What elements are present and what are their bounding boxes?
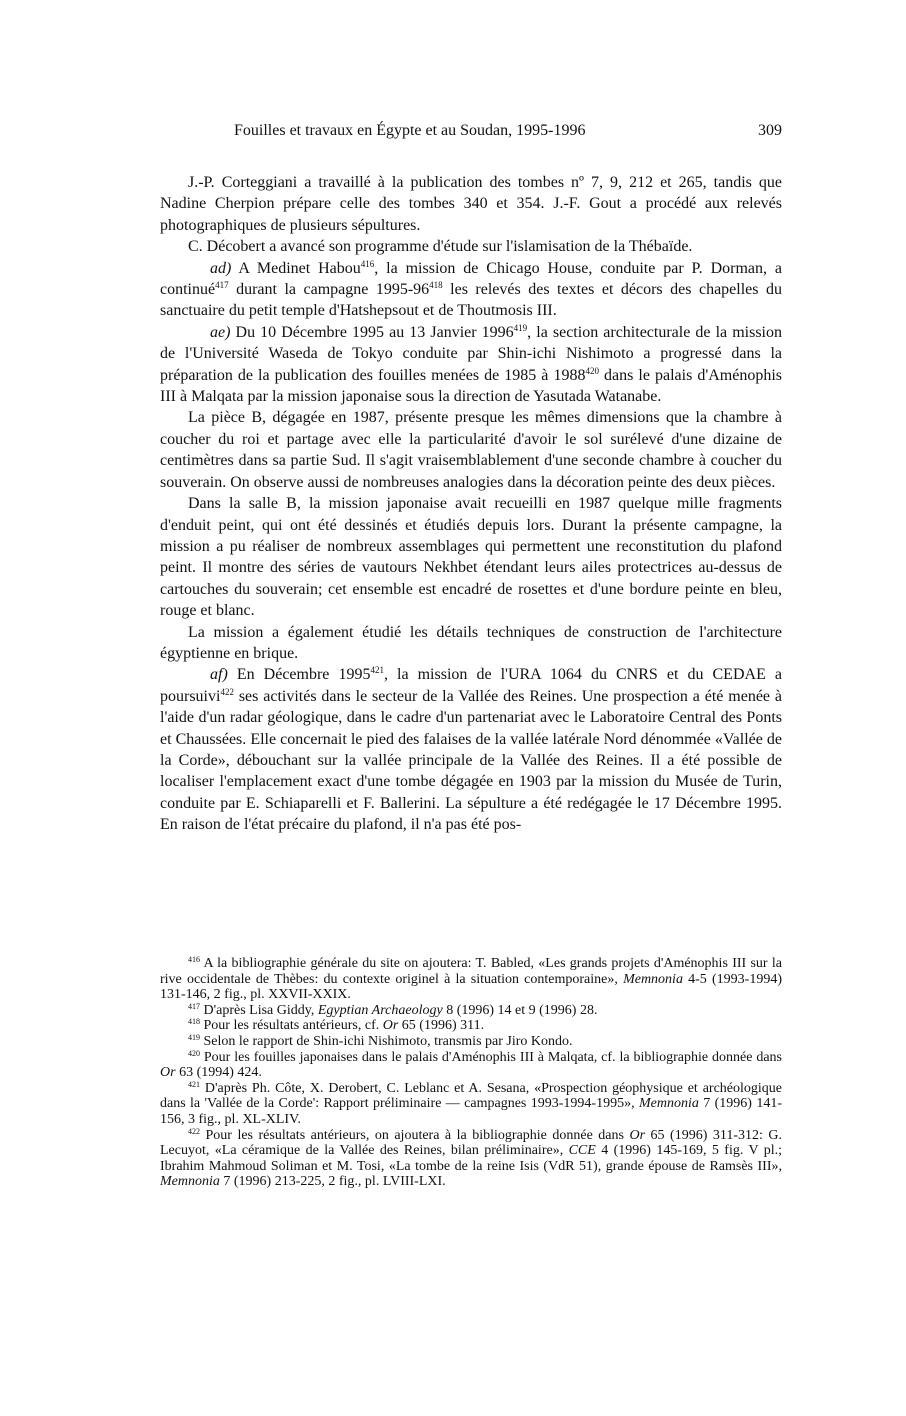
journal-title: Or bbox=[160, 1065, 176, 1081]
text-run: , la mission de Chicago House, conduite par P. Dorman, a continué bbox=[160, 259, 782, 299]
footnote-number: 420 bbox=[188, 1048, 200, 1058]
footnote-419 bbox=[160, 1034, 782, 1050]
journal-title: CCE bbox=[568, 1143, 596, 1159]
section-label: ae) bbox=[210, 323, 231, 341]
footnote-416 bbox=[160, 956, 782, 1003]
footnote-ref: 417 bbox=[215, 280, 229, 291]
footnote-422 bbox=[160, 1128, 782, 1190]
page-number: 309 bbox=[758, 122, 782, 139]
footnote-text: 8 (1996) 14 et 9 (1996) 28. bbox=[442, 1002, 598, 1018]
text-run: En Décembre 1995 bbox=[227, 666, 371, 684]
footnote-420 bbox=[160, 1050, 782, 1081]
footnote-421 bbox=[160, 1081, 782, 1128]
footnote-text: 65 (1996) 311. bbox=[398, 1018, 485, 1034]
journal-title: Egyptian Archaeology bbox=[317, 1002, 443, 1018]
footnote-ref: 422 bbox=[220, 686, 234, 697]
footnotes bbox=[160, 956, 782, 1190]
section-label: af) bbox=[210, 666, 228, 684]
journal-title: Memnonia bbox=[623, 971, 683, 987]
footnote-ref: 421 bbox=[370, 665, 384, 676]
footnote-number: 418 bbox=[188, 1017, 200, 1027]
footnote-text: D'après Lisa Giddy, bbox=[200, 1002, 318, 1018]
footnote-text: Selon le rapport de Shin-ichi Nishimoto, transmis par Jiro Kondo. bbox=[200, 1033, 573, 1049]
running-title: Fouilles et travaux en Égypte et au Soudan, 1995-1996 bbox=[234, 122, 586, 139]
footnote-ref: 419 bbox=[513, 322, 528, 333]
footnote-text: 7 (1996) 213-225, 2 fig., pl. LVIII-LXI. bbox=[219, 1174, 446, 1190]
paragraph: C. Décobert a avancé son programme d'étude sur l'islamisation de la Thébaïde. bbox=[188, 238, 693, 256]
footnote-ref: 420 bbox=[585, 365, 599, 376]
text-run: ses activités dans le secteur de la Vallée des Reines. Une prospection a été menée à l'aide d'un radar géologique, dans le cadre d'un partenariat avec le Laboratoire Central des Ponts et Chaussées. Elle concernait le pied des falaises de la vallée latérale Nord dénommée «Vallée de la Corde», débouchant sur la vallée principale de la Vallée des Reines. Il a été possible de localiser l'emplacement exact d'une tombe dégagée en 1903 par la mission du Musée de Turin, conduite par E. Schiaparelli et F. Ballerini. La sépulture a été redégagée le 17 Décembre 1995. En raison de l'état précaire du plafond, il n'a pas été pos- bbox=[160, 687, 782, 834]
text-run: , la section architecturale de la mission de l'Université Waseda de Tokyo conduite par Shin-ichi Nishimoto a progressé dans la préparation de la publication des fouilles menées de 1985 à 1988 bbox=[160, 323, 782, 384]
footnote-417 bbox=[160, 1003, 782, 1019]
paragraph: Dans la salle B, la mission japonaise avait recueilli en 1987 quelque mille fragments d'enduit peint, qui ont été dessinés et étudiés depuis lors. Durant la présente campagne, la mission a pu réaliser de nombreux assemblages qui permettent une reconstitution du plafond peint. Il montre des séries de vautours Nekhbet étendant leurs ailes protectrices au-dessus de cartouches du souverain; cet ensemble est encadré de rosettes et d'une bordure peinte en bleu, rouge et blanc. bbox=[160, 495, 782, 620]
main-text bbox=[160, 172, 782, 836]
text-run: , la mission de l'URA 1064 du CNRS et du CEDAE a poursuivi bbox=[160, 666, 782, 705]
footnote-number: 421 bbox=[188, 1079, 200, 1089]
paragraph-ad bbox=[160, 258, 782, 322]
paragraph: La pièce B, dégagée en 1987, présente presque les mêmes dimensions que la chambre à coucher du roi et partage avec elle la particularité d'avoir le sol surélevé d'une dizaine de centimètres dans sa partie Sud. Il s'agit vraisemblablement d'une seconde chambre à coucher du souverain. On observe aussi de nombreuses analogies dans la décoration peinte des deux pièces. bbox=[160, 409, 782, 491]
footnote-text: Pour les résultats antérieurs, on ajoutera à la bibliographie donnée dans bbox=[200, 1127, 630, 1143]
text-run: dans le palais d'Aménophis III à Malqata par la mission japonaise sous la direction de Yasutada Watanabe. bbox=[160, 366, 782, 406]
footnote-text: Pour les fouilles japonaises dans le palais d'Aménophis III à Malqata, cf. la bibliographie donnée dans bbox=[200, 1049, 782, 1065]
footnote-ref: 418 bbox=[429, 280, 443, 291]
journal-title: Memnonia bbox=[638, 1096, 699, 1112]
footnote-text: 4 (1996) 145-169, 5 fig. V pl.; Ibrahim Mahmoud Soliman et M. Tosi, «La tombe de la reine Isis (VdR 51), grande épouse de Ramsès III», bbox=[160, 1143, 783, 1174]
footnote-text: D'après Ph. Côte, X. Derobert, C. Leblanc et A. Sesana, «Prospection géophysique et archéologique dans la 'Vallée de la Corde': Rapport préliminaire — campagnes 1993-1994-1995», bbox=[160, 1080, 782, 1112]
paragraph-af bbox=[160, 664, 782, 835]
footnote-ref: 416 bbox=[360, 258, 375, 269]
journal-title: Memnonia bbox=[160, 1174, 220, 1190]
journal-title: Or bbox=[382, 1018, 399, 1034]
footnote-text: 63 (1994) 424. bbox=[175, 1065, 262, 1081]
footnote-number: 416 bbox=[188, 955, 200, 964]
page-header bbox=[160, 120, 782, 142]
footnote-text: 65 (1996) 311-312: G. Lecuyot, «La céramique de la Vallée des Reines, bilan préliminaire», bbox=[160, 1127, 782, 1159]
text-run: durant la campagne 1995-96 bbox=[228, 281, 430, 299]
paragraph: La mission a également étudié les détails techniques de construction de l'architecture égyptienne en brique. bbox=[160, 623, 782, 662]
footnote-number: 422 bbox=[188, 1126, 200, 1136]
footnote-number: 419 bbox=[188, 1032, 200, 1042]
footnote-text: Pour les résultats antérieurs, cf. bbox=[200, 1018, 383, 1034]
text-run: les relevés des textes et décors des chapelles du sanctuaire du petit temple d'Hatshepsout et de Thoutmosis III. bbox=[160, 281, 782, 320]
section-label: ad) bbox=[210, 259, 232, 277]
footnote-number: 417 bbox=[188, 1001, 200, 1011]
footnote-418 bbox=[160, 1018, 782, 1034]
footnote-text: 7 (1996) 141-156, 3 fig., pl. XL-XLIV. bbox=[160, 1096, 782, 1127]
journal-title: Or bbox=[629, 1127, 646, 1143]
paragraph: J.-P. Corteggiani a travaillé à la publication des tombes nº 7, 9, 212 et 265, tandis que Nadine Cherpion prépare celle des tombes 340 et 354. J.-F. Gout a procédé aux relevés photographiques de plusieurs sépultures. bbox=[160, 174, 782, 234]
footnote-text: 4-5 (1993-1994) 131-146, 2 fig., pl. XXVII-XXIX. bbox=[160, 971, 782, 1003]
footnote-text: A la bibliographie générale du site on ajoutera: T. Babled, «Les grands projets d'Aménophis III sur la rive occidentale de Thèbes: du contexte originel à la situation contemporaine», bbox=[160, 956, 782, 987]
paragraph-ae bbox=[160, 322, 782, 408]
text-run: Du 10 Décembre 1995 au 13 Janvier 1996 bbox=[230, 323, 514, 341]
text-run: A Medinet Habou bbox=[231, 259, 361, 277]
